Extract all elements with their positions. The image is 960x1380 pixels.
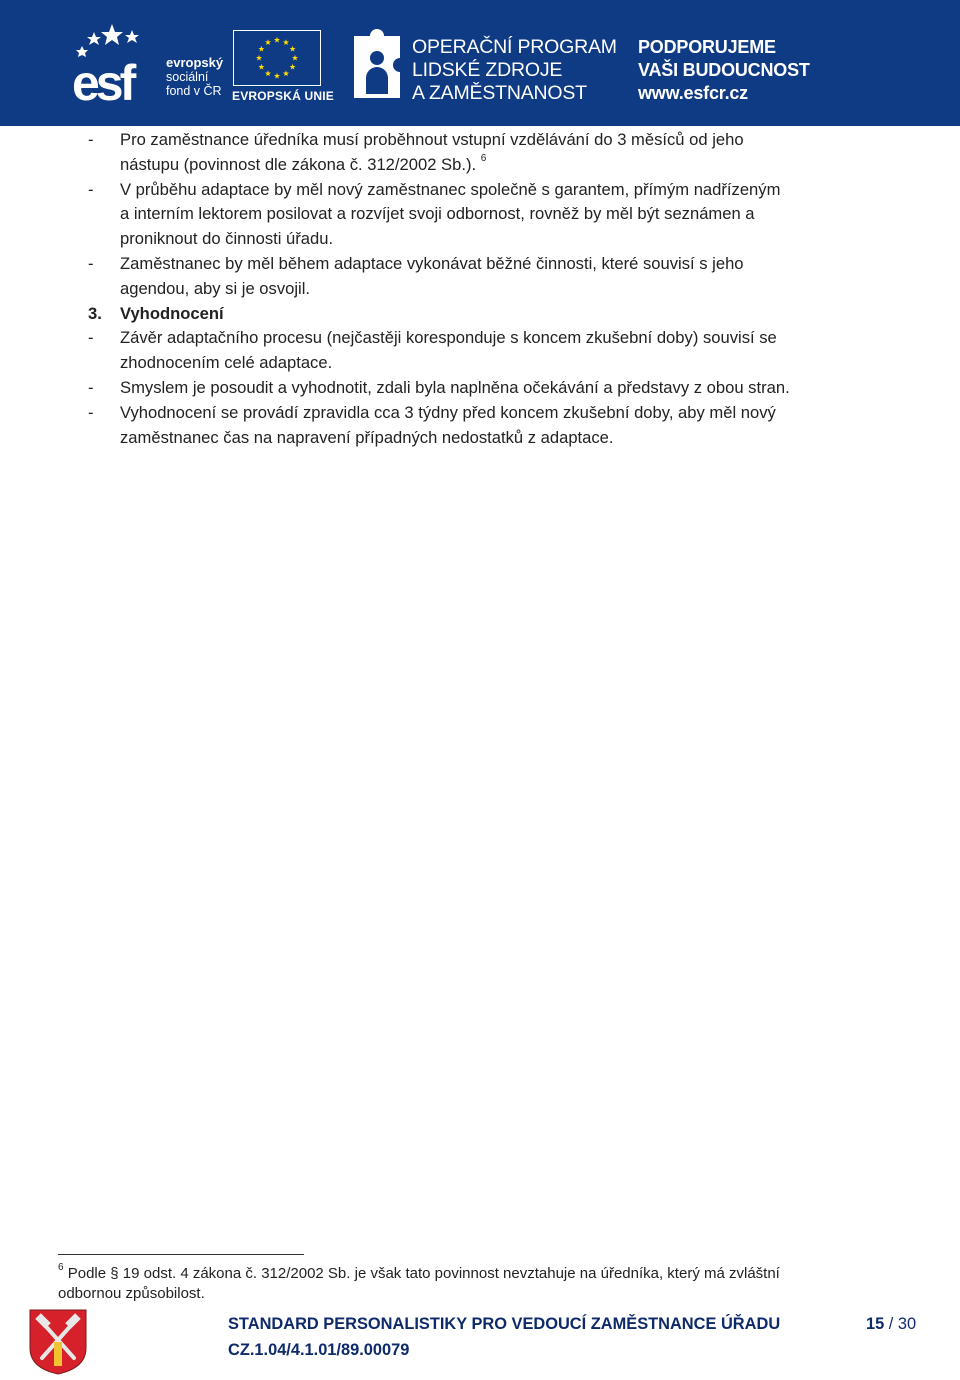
- footnote-number: 6: [58, 1262, 64, 1273]
- list-marker: -: [88, 179, 94, 199]
- list-item: - Smyslem je posoudit a vyhodnotit, zdali byla naplněna očekávání a představy z obou stran.: [88, 376, 888, 401]
- list-item: - Závěr adaptačního procesu (nejčastěji koresponduje s koncem zkušební doby) souvisí se zhodnocením celé adaptace.: [88, 328, 777, 373]
- list-marker: -: [88, 402, 94, 422]
- puzzle-person-icon: [350, 28, 404, 102]
- esf-logo-icon: [72, 22, 164, 104]
- footnote: $^6$ Podle § 19 odst. 4 zákona č. 312/2002 Sb. je však tato povinnost nevztahuje na úředníka, který má zvláštní odbornou způsobilost.: [58, 1262, 780, 1302]
- footnote-ref[interactable]: 6: [480, 153, 487, 165]
- eu-flag-icon: [233, 30, 321, 86]
- svg-text:esf: esf: [72, 55, 133, 104]
- esf-wordmark: evropský sociální fond v ČR: [166, 55, 224, 98]
- list-marker: -: [88, 328, 94, 348]
- eu-label: EVROPSKÁ UNIE: [232, 89, 334, 103]
- list-item: - V průběhu adaptace by měl nový zaměstnanec společně s garantem, přímým nadřízeným a interním lektorem posilovat a rozvíjet svoji odbornost, rovněž by měl být seznámen a proniknout do činnosti úřadu.: [88, 179, 781, 249]
- list-marker: -: [88, 377, 94, 397]
- footer-project-code: CZ.1.04/4.1.01/89.00079: [228, 1341, 410, 1359]
- header-banner: [0, 0, 960, 126]
- list-item: - Pro zaměstnance úředníka musí proběhnout vstupní vzdělávání do 3 měsíců od jeho nástupu (povinnost dle zákona č. 312/2002 Sb.). $^6$: [88, 130, 744, 174]
- list-item: - Zaměstnanec by měl během adaptace vykonávat běžné činnosti, které souvisí s jeho agendou, aby si je osvojil.: [88, 253, 744, 298]
- esf-url-link[interactable]: www.esfcr.cz: [638, 83, 748, 103]
- page-number: 15 / 30: [866, 1315, 917, 1333]
- list-marker: -: [88, 130, 94, 149]
- slogan: PODPORUJEME VAŠI BUDOUCNOST www.esfcr.cz: [638, 37, 810, 103]
- section-number: 3.: [88, 303, 102, 323]
- section-heading: 3. Vyhodnocení: [88, 302, 888, 327]
- document-body: [88, 128, 888, 450]
- footer-document-title: STANDARD PERSONALISTIKY PRO VEDOUCÍ ZAMĚSTNANCE ÚŘADU: [228, 1315, 781, 1333]
- op-program-name: OPERAČNÍ PROGRAM LIDSKÉ ZDROJE A ZAMĚSTNANOST: [412, 36, 617, 104]
- list-item: - Vyhodnocení se provádí zpravidla cca 3 týdny před koncem zkušební doby, aby měl nový zaměstnanec čas na napravení případných nedostatků z adaptace.: [88, 402, 776, 447]
- footnote-divider: [58, 1254, 304, 1255]
- coat-of-arms-icon: [28, 1308, 88, 1376]
- list-marker: -: [88, 253, 94, 273]
